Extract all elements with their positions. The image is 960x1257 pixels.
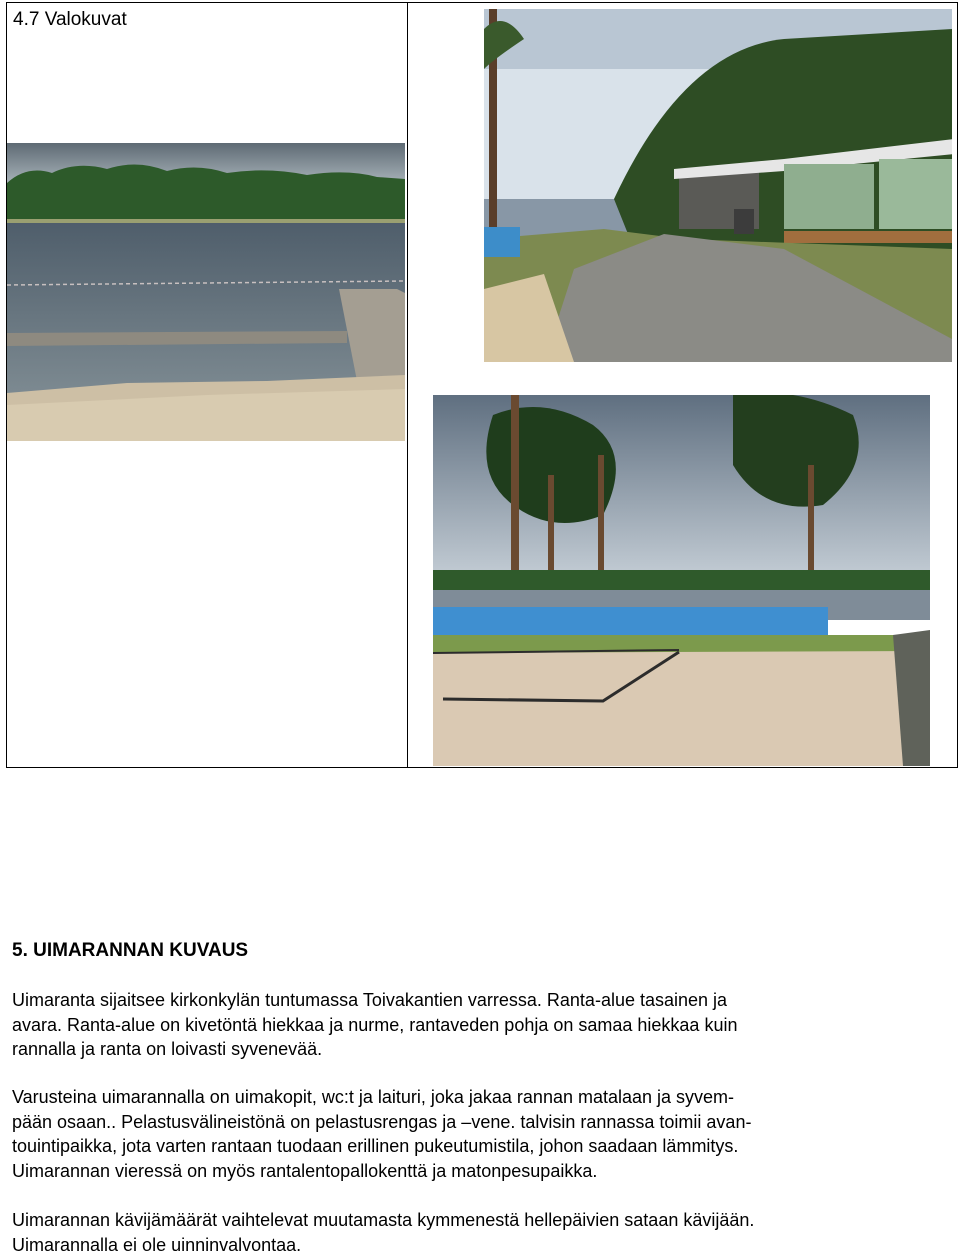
section-heading: 5. UIMARANNAN KUVAUS xyxy=(12,940,249,961)
photo-volleyball-court xyxy=(433,395,930,766)
section-label: 4.7 Valokuvat xyxy=(13,9,127,30)
text-line: Uimarannan kävijämäärät vaihtelevat muutamasta kymmenestä hellepäivien sataan kävijään. xyxy=(12,1210,755,1230)
photo-lake-pier xyxy=(7,143,405,441)
volleyball-court-image xyxy=(433,395,930,766)
photo-table xyxy=(6,2,958,768)
text-line: Varusteina uimarannalla on uimakopit, wc:t ja laituri, joka jakaa rannan matalaan ja syvem- xyxy=(12,1087,735,1107)
text-line: Uimarannan vieressä on myös rantalentopallokenttä ja matonpesupaikka. xyxy=(12,1160,598,1181)
photo-beach-cabin xyxy=(484,9,952,362)
text-line: touintipaikka, jota varten rantaan tuodaan erillinen pukeutumistila, johon saadaan lämmitys. xyxy=(12,1136,739,1156)
text-line: Uimarannalla ei ole uinninvalvontaa. xyxy=(12,1234,302,1255)
text-line: avara. Ranta-alue on kivetöntä hiekkaa ja nurme, rantaveden pohja on samaa hiekkaa kuin xyxy=(12,1014,738,1035)
text-line: Uimaranta sijaitsee kirkonkylän tuntumassa Toivakantien varressa. Ranta-alue tasainen ja xyxy=(12,990,728,1010)
lake-pier-image xyxy=(7,143,405,441)
paragraph-location xyxy=(12,988,942,1062)
table-divider xyxy=(407,3,408,767)
text-line: rannalla ja ranta on loivasti syvenevää. xyxy=(12,1039,323,1059)
paragraph-visitors xyxy=(12,1208,942,1257)
text-line: pään osaan.. Pelastusvälineistönä on pelastusrengas ja –vene. talvisin rannassa toimii avan- xyxy=(12,1111,752,1132)
paragraph-equipment xyxy=(12,1085,942,1183)
beach-cabin-image xyxy=(484,9,952,362)
